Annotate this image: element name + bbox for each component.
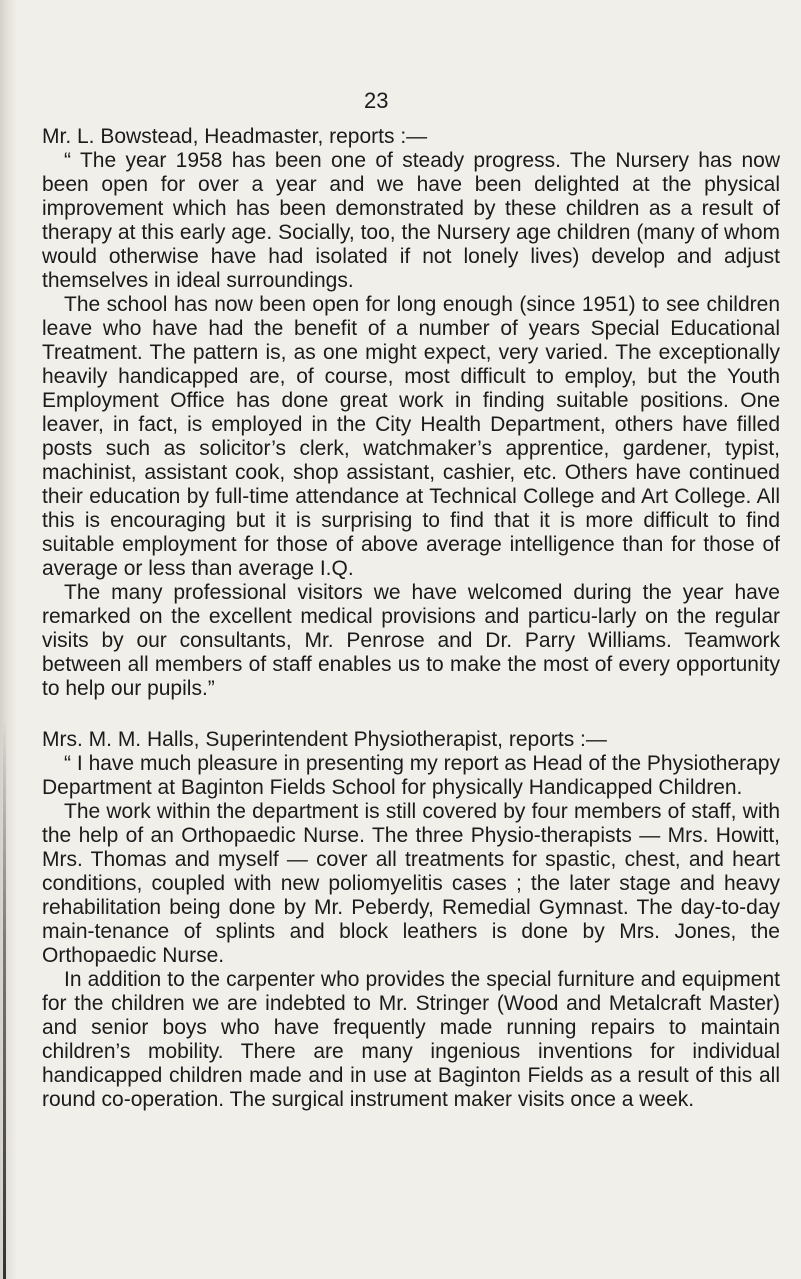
- physiotherapist-report-section: [42, 728, 780, 1112]
- page-binding-edge: [0, 0, 16, 1279]
- paragraph: The school has now been open for long enough (since 1951) to see children leave who have had the benefit of a number of years Special Educational Treatment. The pattern is, as one might expect, very varied. The exceptionally heavily handicapped are, of course, most difficult to employ, but the Youth Employment Office has done great work in finding suitable positions. One leaver, in fact, is employed in the City Health Department, others have filled posts such as solicitor’s clerk, watchmaker’s apprentice, gardener, typist, machinist, assistant cook, shop assistant, cashier, etc. Others have continued their education by full-time attendance at Technical College and Art College. All this is encouraging but it is surprising to find that it is more difficult to find suitable employment for those of above average intelligence than for those of average or less than average I.Q.: [42, 293, 780, 580]
- paragraph: “ I have much pleasure in presenting my report as Head of the Physiotherapy Department at Baginton Fields School for physically Handicapped Children.: [42, 752, 780, 799]
- paragraph: The work within the department is still covered by four members of staff, with the help of an Orthopaedic Nurse. The three Physio-therapists — Mrs. Howitt, Mrs. Thomas and myself — cover all treatments for spastic, chest, and heart conditions, coupled with new poliomyelitis cases ; the later stage and heavy rehabilitation being done by Mr. Peberdy, Remedial Gymnast. The day-to-day main-tenance of splints and block leathers is done by Mrs. Jones, the Orthopaedic Nurse.: [42, 800, 780, 967]
- section-heading: Mrs. M. M. Halls, Superintendent Physiotherapist, reports :—: [42, 728, 607, 751]
- paragraph: “ The year 1958 has been one of steady progress. The Nursery has now been open for over a year and we have been delighted at the physical improvement which has been demonstrated by these children as a result of therapy at this early age. Socially, too, the Nursery age children (many of whom would otherwise have had isolated if not lonely lives) develop and adjust themselves in ideal surroundings.: [42, 149, 780, 292]
- section-heading: Mr. L. Bowstead, Headmaster, reports :—: [42, 125, 428, 148]
- paragraph: The many professional visitors we have welcomed during the year have remarked on the excellent medical provisions and particu-larly on the regular visits by our consultants, Mr. Penrose and Dr. Parry Williams. Teamwork between all members of staff enables us to make the most of every opportunity to help our pupils.”: [42, 581, 780, 700]
- headmaster-report-section: [42, 125, 780, 701]
- page-number: 23: [364, 88, 389, 113]
- paragraph: In addition to the carpenter who provides the special furniture and equipment for the children we are indebted to Mr. Stringer (Wood and Metalcraft Master) and senior boys who have frequently made running repairs to maintain children’s mobility. There are many ingenious inventions for individual handicapped children made and in use at Baginton Fields as a result of this all round co-operation. The surgical instrument maker visits once a week.: [42, 968, 780, 1111]
